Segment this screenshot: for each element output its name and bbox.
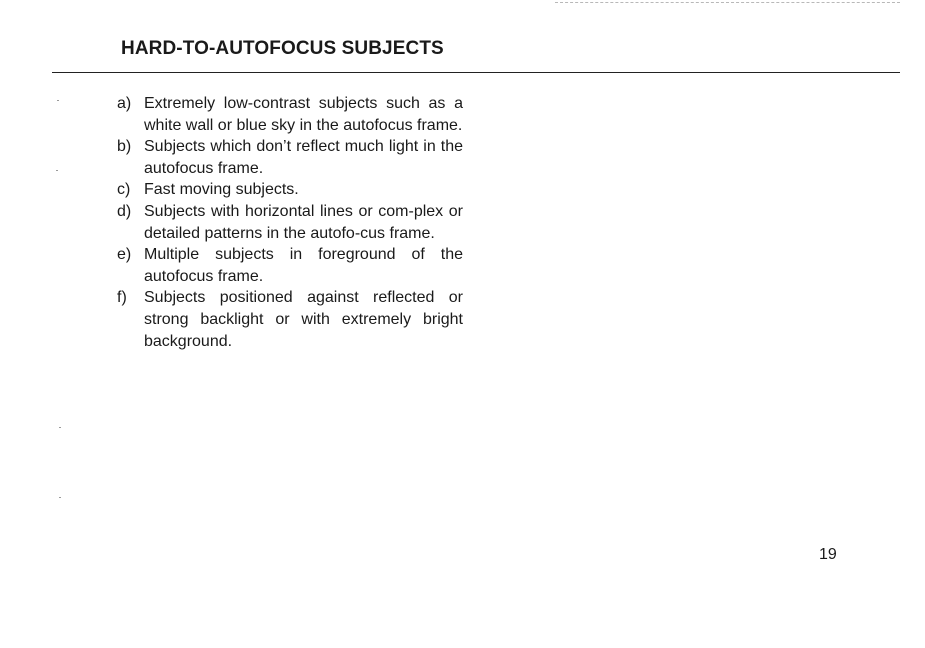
list-item-text: Subjects which don’t reflect much light in the autofocus frame. [144,138,463,177]
list-item-marker: d) [117,202,132,220]
page-heading: HARD-TO-AUTOFOCUS SUBJECTS [121,38,444,59]
list-item [117,287,463,352]
list-item [117,244,463,287]
scan-speck [59,427,61,428]
list-item-text: Multiple subjects in foreground of the autofocus frame. [144,246,463,285]
page-number: 19 [819,546,837,563]
list-item-text: Extremely low-contrast subjects such as a white wall or blue sky in the autofocus frame. [144,95,463,134]
list-item-text: Subjects with horizontal lines or com-plex or detailed patterns in the autofo-cus frame. [144,202,463,242]
list-item [117,93,463,136]
list-item-marker: c) [117,181,131,199]
top-edge-rule [555,2,900,3]
list-item-marker: f) [117,289,127,307]
list-item-marker: a) [117,95,132,112]
list-item [117,179,463,201]
subject-list [117,93,463,352]
list-item-text: Fast moving subjects. [144,181,299,199]
list-item [117,201,463,244]
list-item-marker: e) [117,246,132,264]
heading-underline [52,72,900,73]
list-item-marker: b) [117,138,132,156]
scan-speck [56,170,58,171]
scan-speck [59,497,61,498]
list-item-text: Subjects positioned against reflected or strong backlight or with extremely bright background. [144,289,463,350]
scan-speck [57,100,59,101]
list-item [117,136,463,179]
